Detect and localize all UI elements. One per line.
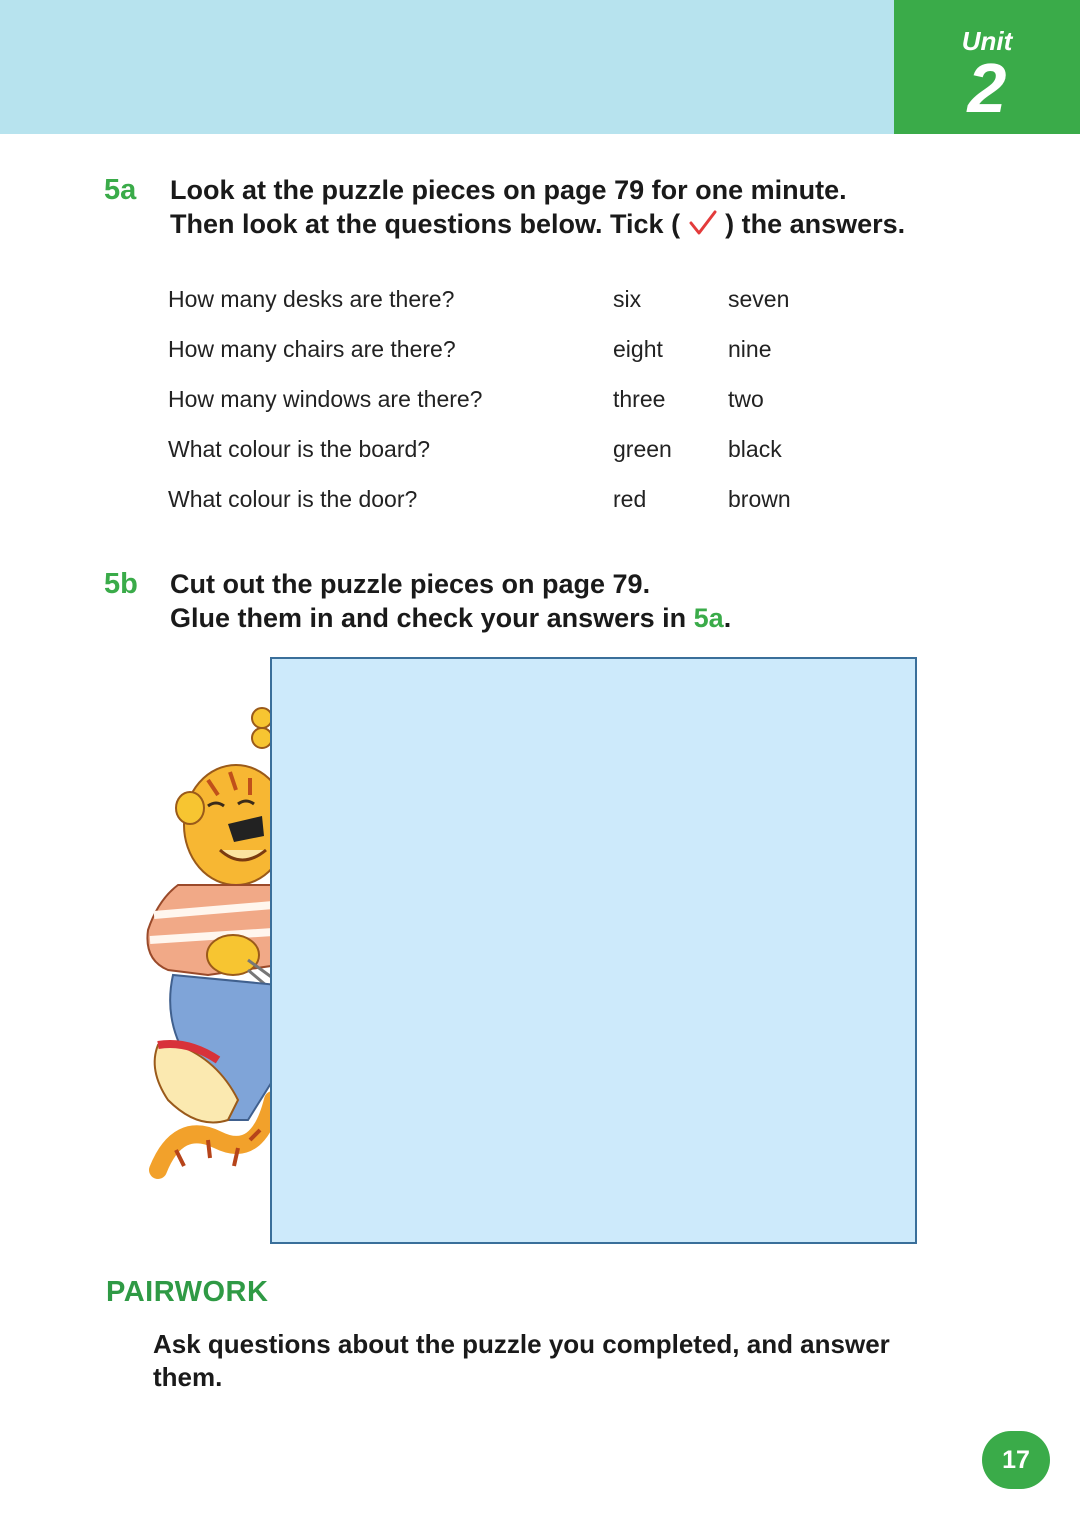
exercise-5a-line2-start: Then look at the questions below. Tick ( xyxy=(170,209,681,239)
question-text: How many windows are there? xyxy=(168,386,483,412)
exercise-5a-number: 5a xyxy=(104,174,137,206)
answer-option[interactable]: three xyxy=(613,386,666,412)
answer-option[interactable]: brown xyxy=(728,486,791,512)
question-row xyxy=(0,480,1080,520)
unit-number: 2 xyxy=(967,49,1007,127)
question-text: How many desks are there? xyxy=(168,286,455,312)
pairwork-title: PAIRWORK xyxy=(106,1276,269,1308)
exercise-5a-line1: Look at the puzzle pieces on page 79 for one minute. xyxy=(170,175,847,205)
exercise-5b-line1: Cut out the puzzle pieces on page 79. xyxy=(170,569,651,599)
exercise-5b-line2-start: Glue them in and check your answers in xyxy=(170,603,694,633)
exercise-5a-instructions xyxy=(170,173,905,241)
exercise-5b-instructions xyxy=(170,567,731,635)
question-text: What colour is the door? xyxy=(168,486,418,512)
question-row xyxy=(0,430,1080,470)
question-row xyxy=(0,380,1080,420)
answer-option[interactable]: nine xyxy=(728,336,772,362)
tick-icon xyxy=(688,209,718,237)
unit-label: Unit xyxy=(961,26,1013,56)
page-number: 17 xyxy=(982,1431,1050,1489)
question-row xyxy=(0,330,1080,370)
unit-tab xyxy=(894,0,1080,134)
answer-option[interactable]: six xyxy=(613,286,642,312)
question-row xyxy=(0,280,1080,320)
exercise-5b-reference: 5a xyxy=(693,603,724,633)
answer-option[interactable]: eight xyxy=(613,336,663,362)
answer-option[interactable]: green xyxy=(613,436,672,462)
answer-option[interactable]: red xyxy=(613,486,647,512)
answer-option[interactable]: two xyxy=(728,386,764,412)
pairwork-instructions: Ask questions about the puzzle you completed, and answer them. xyxy=(153,1329,890,1392)
question-text: How many chairs are there? xyxy=(168,336,456,362)
question-text: What colour is the board? xyxy=(168,436,431,462)
answer-option[interactable]: seven xyxy=(728,286,790,312)
exercise-5a-line2 xyxy=(170,207,905,241)
header-band xyxy=(0,0,894,134)
answer-option[interactable]: black xyxy=(728,436,782,462)
exercise-5b-number: 5b xyxy=(104,568,138,600)
puzzle-glue-area[interactable] xyxy=(270,657,917,1244)
exercise-5b-line2-end: . xyxy=(723,603,732,633)
exercise-5b-line2 xyxy=(170,601,731,635)
exercise-5a-line2-end: ) the answers. xyxy=(725,209,906,239)
